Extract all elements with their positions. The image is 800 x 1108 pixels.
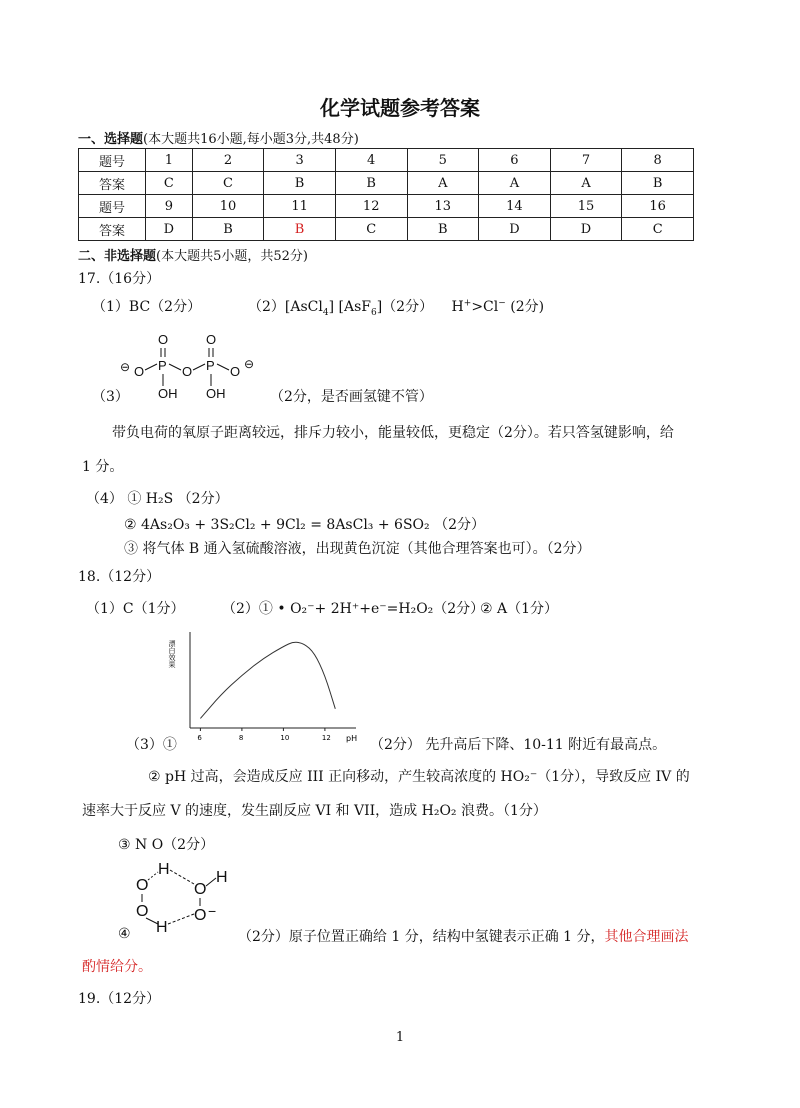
table-row (79, 218, 694, 241)
ring-o-left-bottom: O (136, 903, 149, 920)
ring-hbond (148, 872, 158, 880)
q17-p2 (248, 296, 544, 318)
ring-o-right-top: O (194, 881, 207, 898)
q18-p3-4-note: （2分）原子位置正确给 1 分，结构中氢键表示正确 1 分， (238, 929, 605, 945)
chart-series-line (200, 642, 335, 718)
table-cell: D (479, 218, 551, 241)
q18-p3-4-note-row (238, 926, 689, 946)
table-cell: 11 (264, 195, 336, 218)
struct-p1: P (158, 358, 167, 373)
table-cell: D (146, 218, 193, 241)
q17-p2-a: （2）[AsCl (248, 299, 323, 315)
q17-p4-2: ② 4As₂O₃ + 3S₂Cl₂ + 9Cl₂ = 8AsCl₃ + 6SO₂ （2分） (124, 517, 485, 533)
ring-bond (206, 878, 216, 886)
ring-h-bottom: H (156, 919, 168, 936)
q19-header: 19.（12分） (78, 991, 161, 1007)
q18-p1: （1）C（1分） (86, 601, 185, 617)
table-cell: B (264, 172, 336, 195)
ring-o-left-top: O (136, 877, 149, 894)
table-cell: 2 (192, 149, 264, 172)
q17-p2-c: ] [AsF (328, 299, 371, 315)
table-cell: B (264, 218, 336, 241)
struct-oh1: OH (158, 386, 178, 401)
table-cell: 14 (479, 195, 551, 218)
table-cell: 3 (264, 149, 336, 172)
q17-header: 17.（16分） (78, 271, 161, 287)
bond (169, 364, 181, 370)
section1-heading: 一、选择题 (78, 132, 144, 147)
q17-p2-minus: − (498, 298, 506, 309)
table-cell: 9 (146, 195, 193, 218)
table-cell: 6 (479, 149, 551, 172)
q18-p3-4-red1: 其他合理画法 (604, 929, 689, 945)
section2-heading-row (78, 245, 308, 264)
table-cell: 5 (407, 149, 479, 172)
table-cell: 13 (407, 195, 479, 218)
ring-o-right-bottom: O (194, 907, 207, 924)
table-cell: 1 (146, 149, 193, 172)
struct-neg-left: ⊖ (120, 360, 131, 374)
section1-heading-row (78, 128, 359, 147)
section2-note: (本大题共5小题，共52分) (156, 249, 308, 264)
ring-h-right: H (216, 869, 228, 886)
table-cell: C (335, 218, 407, 241)
table-cell: A (407, 172, 479, 195)
table-cell: B (407, 218, 479, 241)
table-row-label: 答案 (79, 218, 146, 241)
struct-o-left: O (134, 364, 145, 379)
table-cell: 4 (335, 149, 407, 172)
q17-structure (118, 326, 278, 402)
table-cell: A (479, 172, 551, 195)
table-cell: 7 (550, 149, 622, 172)
table-cell: B (192, 218, 264, 241)
table-cell: 15 (550, 195, 622, 218)
q17-p2-cl: >Cl (471, 299, 499, 315)
q17-p3-note: （2分，是否画氢键不管） (270, 389, 433, 405)
bond (145, 364, 157, 370)
table-row (79, 195, 694, 218)
table-cell: 16 (622, 195, 694, 218)
struct-o-mid: O (182, 364, 193, 379)
q17-p2-h: H (451, 299, 464, 315)
table-cell: D (550, 218, 622, 241)
section2-heading: 二、非选择题 (78, 249, 157, 264)
q18-p2b: ② A（1分） (480, 601, 559, 617)
table-row (79, 172, 694, 195)
table-cell: 8 (622, 149, 694, 172)
q17-p2-score: (2分) (505, 299, 545, 315)
page-number: 1 (395, 1030, 405, 1045)
table-row-label: 答案 (79, 172, 146, 195)
ring-h-top: H (158, 861, 170, 878)
table-cell: B (335, 172, 407, 195)
ring-hbond (168, 914, 194, 924)
table-cell: A (550, 172, 622, 195)
table-cell: 12 (335, 195, 407, 218)
q17-p2-sub2: 6 (370, 307, 377, 318)
struct-p2: P (206, 358, 215, 373)
table-row-label: 题号 (79, 149, 146, 172)
q18-p3-2-line1: ② pH 过高，会造成反应 III 正向移动，产生较高浓度的 HO₂⁻（1分），导致反应 IV 的 (148, 769, 690, 785)
q17-p2-sub1: 4 (322, 307, 329, 318)
chart-xlabel: pH (346, 734, 358, 743)
q17-p4-3: ③ 将气体 B 通入氢硫酸溶液，出现黄色沉淀（其他合理答案也可）。（2分） (124, 541, 591, 557)
table-row (79, 149, 694, 172)
q18-p3-note: （2分） 先升高后下降、10-11 附近有最高点。 (370, 737, 667, 753)
chart-xtick-label: 8 (238, 734, 244, 742)
q18-p3-4-red2: 酌情给分。 (82, 959, 152, 975)
q17-p4-1: （4） ① H₂S （2分） (86, 491, 229, 507)
struct-o-top1: O (158, 332, 169, 347)
table-cell: C (622, 218, 694, 241)
ring-hbond (170, 870, 194, 884)
q18-p3-2-line2: 速率大于反应 V 的速度，发生副反应 VI 和 VII，造成 H₂O₂ 浪费。（1分） (82, 803, 547, 819)
q17-p2-plus: + (463, 298, 472, 309)
struct-oh2: OH (206, 386, 226, 401)
q17-p2-e: ]（2分） (376, 299, 434, 315)
struct-o-top2: O (206, 332, 217, 347)
q17-explain-line1: 带负电荷的氧原子距离较远，排斥力较小，能量较低，更稳定（2分）。若只答氢键影响，给 (112, 425, 674, 441)
chart-ylabel: 漂白效果 (168, 640, 176, 668)
table-cell: C (146, 172, 193, 195)
q17-explain-line2: 1 分。 (82, 459, 124, 475)
table-cell: B (622, 172, 694, 195)
chart-xtick-label: 6 (197, 734, 202, 742)
bond (193, 364, 205, 370)
q17-p3-label: （3） (92, 389, 129, 405)
chart-xtick-label: 12 (321, 734, 331, 742)
answer-table (78, 148, 694, 241)
table-cell: C (192, 172, 264, 195)
section1-note: (本大题共16小题,每小题3分,共48分) (143, 132, 359, 147)
struct-neg-right: ⊖ (244, 357, 255, 371)
ph-bleach-chart (170, 624, 370, 746)
struct-o-right: O (230, 364, 241, 379)
page-title: 化学试题参考答案 (320, 96, 480, 120)
bond (217, 364, 229, 370)
q18-p2: （2）① • O₂⁻+ 2H⁺+e⁻=H₂O₂（2分） (222, 601, 485, 617)
table-cell: 10 (192, 195, 264, 218)
q18-ring-structure (128, 858, 238, 938)
q18-p3-3: ③ N O（2分） (118, 837, 215, 853)
q18-p3-4-label: ④ (118, 926, 131, 942)
table-row-label: 题号 (79, 195, 146, 218)
q18-p3-label: （3）① (126, 737, 177, 753)
q18-header: 18.（12分） (78, 569, 161, 585)
chart-xtick-label: 10 (280, 734, 290, 742)
q17-p1: （1）BC（2分） (92, 299, 202, 315)
ring-neg: − (208, 903, 217, 919)
